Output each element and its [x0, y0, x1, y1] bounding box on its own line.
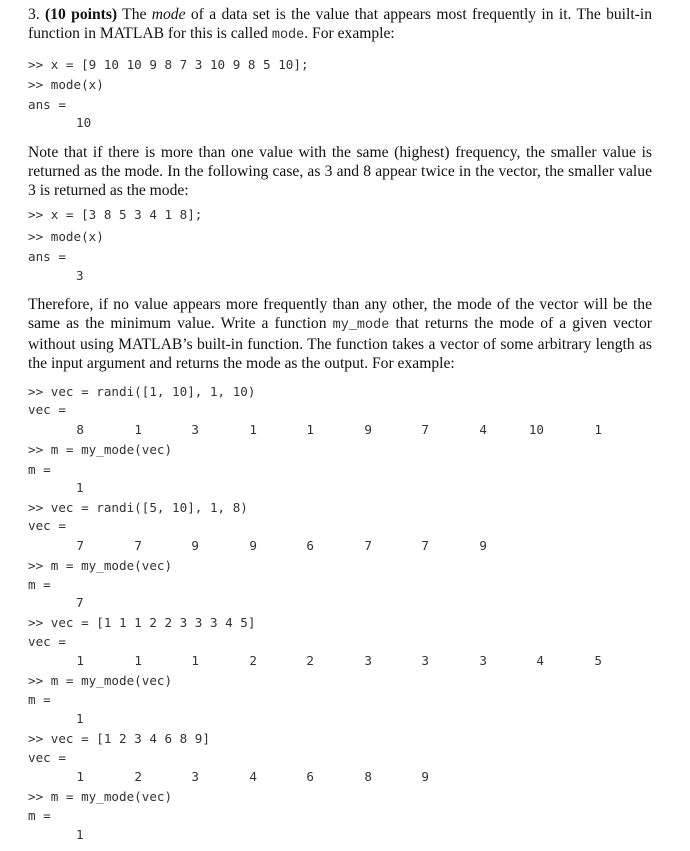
vector-element: 3: [191, 769, 199, 784]
vector-element: 9: [249, 538, 257, 553]
paragraph: [28, 295, 652, 373]
vector-element: 1: [191, 653, 199, 668]
output-value: 10: [76, 115, 92, 130]
vector-element: 2: [249, 653, 257, 668]
code-line: m =: [28, 808, 51, 823]
code-line: >> m = my_mode(vec): [28, 558, 173, 573]
code-line: >> vec = [1 1 1 2 2 3 3 3 4 5]: [28, 615, 256, 630]
paragraph-text: that returns the mode of a given vector without using MATLAB’s built-in function. The function takes a vector of some arbitrary length as the input argument and returns the mode as the output. For example:: [28, 315, 652, 372]
code-line: >> mode(x): [28, 229, 104, 244]
code-line: >> m = my_mode(vec): [28, 442, 173, 457]
vector-element: 1: [306, 422, 314, 437]
vector-element: 2: [134, 769, 142, 784]
code-line: >> mode(x): [28, 77, 104, 92]
code-line: m =: [28, 577, 51, 592]
code-line: >> x = [3 8 5 3 4 1 8];: [28, 207, 203, 222]
vector-element: 7: [364, 538, 372, 553]
vector-element: 1: [76, 769, 84, 784]
vector-element: 10: [528, 422, 544, 437]
vector-element: 1: [594, 422, 602, 437]
vector-element: 7: [421, 422, 429, 437]
code-line: vec =: [28, 634, 66, 649]
code-line: >> vec = randi([1, 10], 1, 10): [28, 384, 256, 399]
vector-element: 9: [364, 422, 372, 437]
vector-element: 3: [479, 653, 487, 668]
code-line: vec =: [28, 518, 66, 533]
paragraph-text: Note that if there is more than one value with the same (highest) frequency, the smaller value is returned as the mode. In the following case, as 3 and 8 appear twice in the vector, the smaller value 3 is returned as the mode:: [28, 144, 652, 199]
vector-element: 1: [134, 653, 142, 668]
vector-element: 7: [76, 538, 84, 553]
vector-element: 3: [421, 653, 429, 668]
output-value: 1: [76, 480, 84, 495]
code-line: ans =: [28, 249, 66, 264]
code-line: m =: [28, 692, 51, 707]
vector-element: 9: [479, 538, 487, 553]
vector-element: 4: [249, 769, 257, 784]
vector-element: 8: [364, 769, 372, 784]
vector-element: 9: [191, 538, 199, 553]
paragraph: [28, 5, 652, 45]
inline-code: mode: [271, 28, 305, 43]
vector-element: 2: [306, 653, 314, 668]
output-value: 1: [76, 711, 84, 726]
code-line: >> vec = [1 2 3 4 6 8 9]: [28, 731, 210, 746]
paragraph-text: The: [117, 6, 152, 23]
vector-element: 7: [421, 538, 429, 553]
output-value: 3: [76, 268, 84, 283]
code-line: ans =: [28, 97, 66, 112]
vector-element: 1: [134, 422, 142, 437]
paragraph-text: of a data set is the value that appears most frequently in it. The built-in function in MATLAB for this is called: [28, 6, 652, 42]
vector-element: 5: [594, 653, 602, 668]
paragraph-text: (10 points): [45, 6, 118, 23]
vector-element: 7: [134, 538, 142, 553]
vector-element: 6: [306, 769, 314, 784]
code-line: >> m = my_mode(vec): [28, 789, 173, 804]
vector-element: 3: [364, 653, 372, 668]
vector-element: 4: [536, 653, 544, 668]
vector-element: 1: [76, 653, 84, 668]
vector-element: 4: [479, 422, 487, 437]
vector-element: 6: [306, 538, 314, 553]
code-line: >> m = my_mode(vec): [28, 673, 173, 688]
code-line: m =: [28, 462, 51, 477]
code-line: vec =: [28, 750, 66, 765]
code-line: >> x = [9 10 10 9 8 7 3 10 9 8 5 10];: [28, 57, 309, 72]
inline-code: my_mode: [332, 318, 390, 333]
paragraph-text: Therefore, if no value appears more frequently than any other, the mode of the vector will be the same as the minimum value. Write a function: [28, 296, 652, 332]
vector-element: 3: [191, 422, 199, 437]
output-value: 7: [76, 595, 84, 610]
code-line: >> vec = randi([5, 10], 1, 8): [28, 500, 248, 515]
vector-element: 1: [249, 422, 257, 437]
paragraph: [28, 143, 652, 200]
paragraph-text: . For example:: [304, 25, 395, 42]
vector-element: 8: [76, 422, 84, 437]
paragraph-text: 3.: [28, 6, 46, 23]
paragraph-text: mode: [151, 6, 186, 23]
code-line: vec =: [28, 402, 66, 417]
vector-element: 9: [421, 769, 429, 784]
output-value: 1: [76, 827, 84, 842]
